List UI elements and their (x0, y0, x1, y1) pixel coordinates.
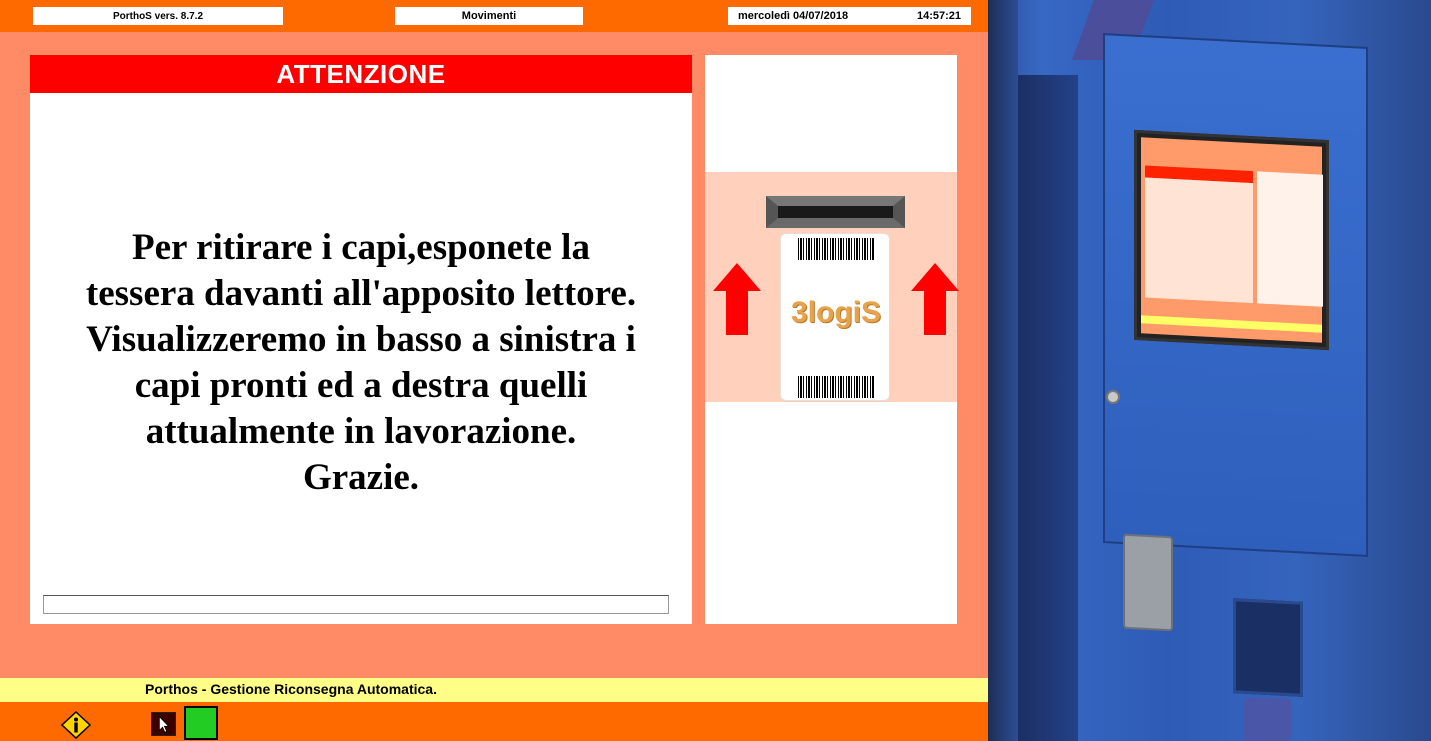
status-bar (0, 678, 988, 702)
card-reader-slot-icon (766, 196, 905, 228)
message-line: tessera davanti all'apposito lettore. (85, 273, 637, 314)
datetime-display (728, 7, 971, 25)
date-label: mercoledì 04/07/2018 (738, 10, 849, 22)
attention-message (30, 225, 692, 501)
arrow-up-icon (713, 263, 761, 335)
kiosk-photo (988, 0, 1431, 741)
cursor-icon[interactable] (151, 712, 176, 736)
message-line: Per ritirare i capi,esponete la (132, 227, 590, 268)
lock-icon (1106, 390, 1120, 404)
mini-side-panel (1257, 171, 1323, 306)
top-bar (0, 0, 988, 32)
info-warning-icon[interactable] (61, 711, 91, 739)
kiosk-screen (1134, 130, 1329, 350)
message-line: attualmente in lavorazione. (145, 411, 577, 452)
return-slot (1233, 598, 1303, 697)
keypad-icon (1123, 534, 1173, 632)
photo-edge (988, 0, 1018, 741)
arrow-badge-icon (1243, 698, 1291, 741)
card-reader-graphic (705, 55, 957, 624)
attention-title: ATTENZIONE (30, 55, 692, 93)
photo-recess (1018, 75, 1078, 741)
graphic-band (705, 172, 957, 402)
mini-status (1141, 315, 1322, 332)
loyalty-card (780, 233, 890, 401)
kiosk-screen-content (1141, 137, 1322, 342)
barcode-icon (798, 376, 874, 398)
message-line: Grazie. (302, 457, 420, 498)
section-title: Movimenti (395, 7, 583, 25)
status-indicator[interactable] (184, 706, 218, 740)
message-line: Visualizzeremo in basso a sinistra i (86, 319, 636, 360)
barcode-icon (798, 238, 874, 260)
card-logo: 3logiS (790, 296, 881, 329)
status-text: Porthos - Gestione Riconsegna Automatica. (145, 681, 437, 697)
bottom-bar (0, 702, 988, 741)
mini-panel (1145, 177, 1253, 303)
arrow-up-icon (911, 263, 959, 335)
time-label: 14:57:21 (916, 10, 961, 22)
attention-panel (30, 55, 692, 624)
message-line: capi pronti ed a destra quelli (134, 365, 588, 406)
progress-field (43, 595, 669, 614)
version-label: PorthoS vers. 8.7.2 (33, 7, 283, 25)
